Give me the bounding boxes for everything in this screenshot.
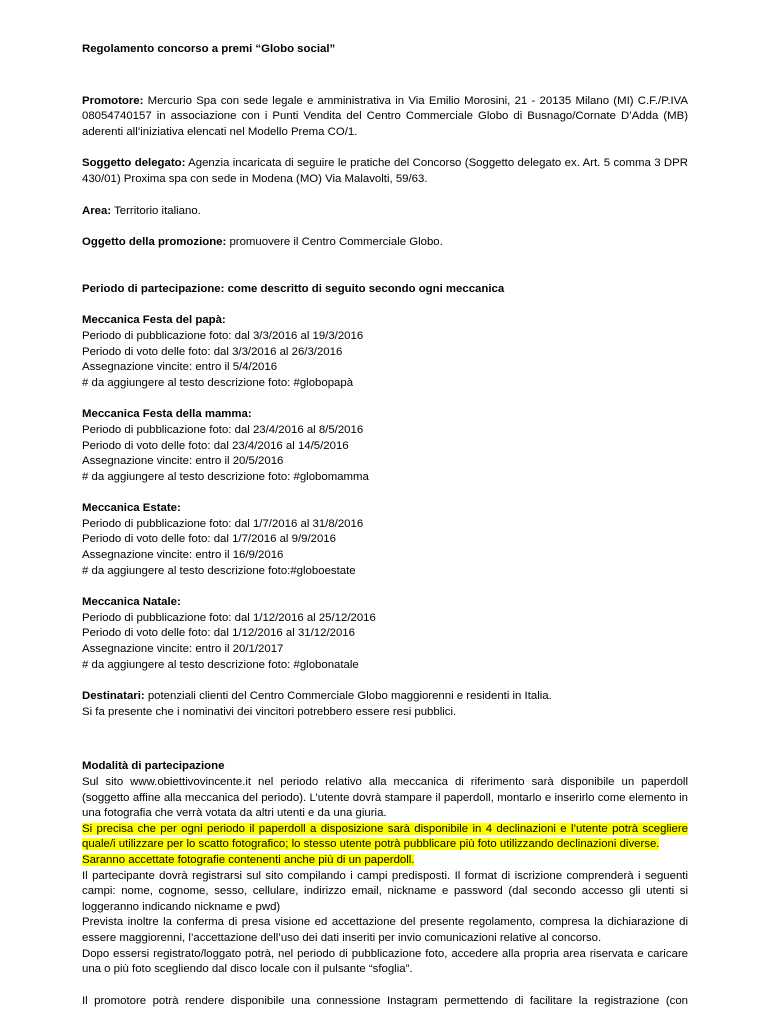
meccanica-line: # da aggiungere al testo descrizione foto:#globoestate [82, 564, 356, 577]
modalita-paragraph-1: Sul sito www.obiettivovincente.it nel periodo relativo alla meccanica di riferimento sarà disponibile un paperdoll (soggetto affine alla meccanica del periodo). L’utente dovrà stampare il paperdoll, montarlo e inserirlo come elemento in una fotografia che verrà votata da altri utenti e da una giuria. [82, 776, 688, 820]
meccanica-line: Assegnazione vincite: entro il 5/4/2016 [82, 361, 278, 374]
meccanica-line: Assegnazione vincite: entro il 20/1/2017 [82, 643, 284, 656]
promotore-paragraph [82, 94, 688, 141]
highlighted-text: Si precisa che per ogni periodo il paperdoll a disposizione sarà disponibile in 4 declinazioni e l’utente potrà scegliere quale/i utilizzare per lo scatto fotografico; lo stesso utente potrà pubblicare più foto utilizzando declinazioni diverse. [82, 822, 688, 851]
meccanica-line: # da aggiungere al testo descrizione foto: #globomamma [82, 470, 369, 483]
promotore-label: Promotore: [82, 94, 144, 107]
area-label: Area: [82, 204, 112, 217]
meccanica-line: Assegnazione vincite: entro il 16/9/2016 [82, 549, 284, 562]
oggetto-text: promuovere il Centro Commerciale Globo. [226, 236, 443, 249]
periodo-heading: Periodo di partecipazione: come descritto di seguito secondo ogni meccanica [82, 282, 505, 295]
promotore-text: Mercurio Spa con sede legale e amministrativa in Via Emilio Morosini, 21 - 20135 Milano (MI) C.F./P.IVA 08054740157 in associazione con i Punti Vendita del Centro Commerciale Globo di Busnago/Cornate D’Adda (MB) aderenti all’iniziativa elencati nel Modello Prema CO/1. [82, 94, 688, 138]
highlighted-paragraph [82, 822, 688, 853]
meccanica-line: Periodo di voto delle foto: dal 1/7/2016 al 9/9/2016 [82, 533, 336, 546]
area-paragraph [82, 204, 688, 220]
area-text: Territorio italiano. [111, 204, 201, 217]
modalita-paragraph-3: Prevista inoltre la conferma di presa visione ed accettazione del presente regolamento, compresa la dichiarazione di essere maggiorenni, l’accettazione dell’uso dei dati inseriti per invio comunicazioni relative al concorso. [82, 916, 688, 944]
meccanica-line: # da aggiungere al testo descrizione foto: #globonatale [82, 658, 359, 671]
meccanica-line: Periodo di voto delle foto: dal 1/12/2016 al 31/12/2016 [82, 627, 355, 640]
meccanica-line: Periodo di pubblicazione foto: dal 23/4/2016 al 8/5/2016 [82, 423, 364, 436]
meccanica-line: Assegnazione vincite: entro il 20/5/2016 [82, 455, 284, 468]
modalita-paragraph-4: Dopo essersi registrato/loggato potrà, nel periodo di pubblicazione foto, accedere alla propria area riservata e caricare una o più foto scegliendo dal disco locale con il pulsante “sfoglia”. [82, 947, 688, 976]
document-title: Regolamento concorso a premi “Globo social” [82, 43, 336, 55]
soggetto-label: Soggetto delegato: [82, 157, 186, 170]
meccanica-line: Periodo di pubblicazione foto: dal 1/7/2016 al 31/8/2016 [82, 517, 364, 530]
soggetto-text: Agenzia incaricata di seguire le pratiche del Concorso (Soggetto delegato ex. Art. 5 comma 3 DPR 430/01) Proxima spa con sede in Modena (MO) Via Malavolti, 59/63. [82, 157, 688, 185]
destinatari-note: Si fa presente che i nominativi dei vincitori potrebbero essere resi pubblici. [82, 705, 457, 718]
meccanica-block [82, 501, 688, 579]
meccanica-block [82, 407, 688, 485]
modalita-heading: Modalità di partecipazione [82, 760, 225, 773]
destinatari-paragraph [82, 689, 688, 705]
highlighted-paragraph-2 [82, 853, 688, 869]
meccanica-line: Periodo di pubblicazione foto: dal 3/3/2016 al 19/3/2016 [82, 329, 364, 342]
meccanica-line: # da aggiungere al testo descrizione foto: #globopapà [82, 376, 354, 389]
meccanica-block [82, 313, 688, 391]
meccanica-line: Periodo di voto delle foto: dal 23/4/2016 al 14/5/2016 [82, 439, 349, 452]
modalita-paragraph-2: Il partecipante dovrà registrarsi sul sito compilando i campi predisposti. Il format di iscrizione comprenderà i seguenti campi: nome, cognome, sesso, cellulare, indirizzo email, nickname e password (dal secondo accesso gli utenti si loggeranno indicando nickname e pwd) [82, 869, 688, 913]
meccanica-block [82, 595, 688, 673]
meccanica-line: Periodo di pubblicazione foto: dal 1/12/2016 al 25/12/2016 [82, 611, 376, 624]
highlighted-text-2: Saranno accettate fotografie contenenti anche più di un paperdoll. [82, 853, 415, 866]
destinatari-text: potenziali clienti del Centro Commerciale Globo maggiorenni e residenti in Italia. [144, 690, 552, 703]
modalita-paragraph-5: Il promotore potrà rendere disponibile una connessione Instagram permettendo di facilitare la registrazione (con [82, 994, 688, 1007]
meccanica-line: Periodo di voto delle foto: dal 3/3/2016 al 26/3/2016 [82, 345, 343, 358]
oggetto-label: Oggetto della promozione: [82, 236, 227, 249]
oggetto-paragraph [82, 235, 688, 251]
meccanica-title: Meccanica Estate: [82, 502, 181, 515]
destinatari-label: Destinatari: [82, 690, 145, 703]
meccanica-title: Meccanica Natale: [82, 596, 181, 609]
meccanica-title: Meccanica Festa della mamma: [82, 408, 252, 421]
meccanica-title: Meccanica Festa del papà: [82, 314, 226, 327]
soggetto-paragraph [82, 156, 688, 187]
document-page [82, 42, 688, 1009]
